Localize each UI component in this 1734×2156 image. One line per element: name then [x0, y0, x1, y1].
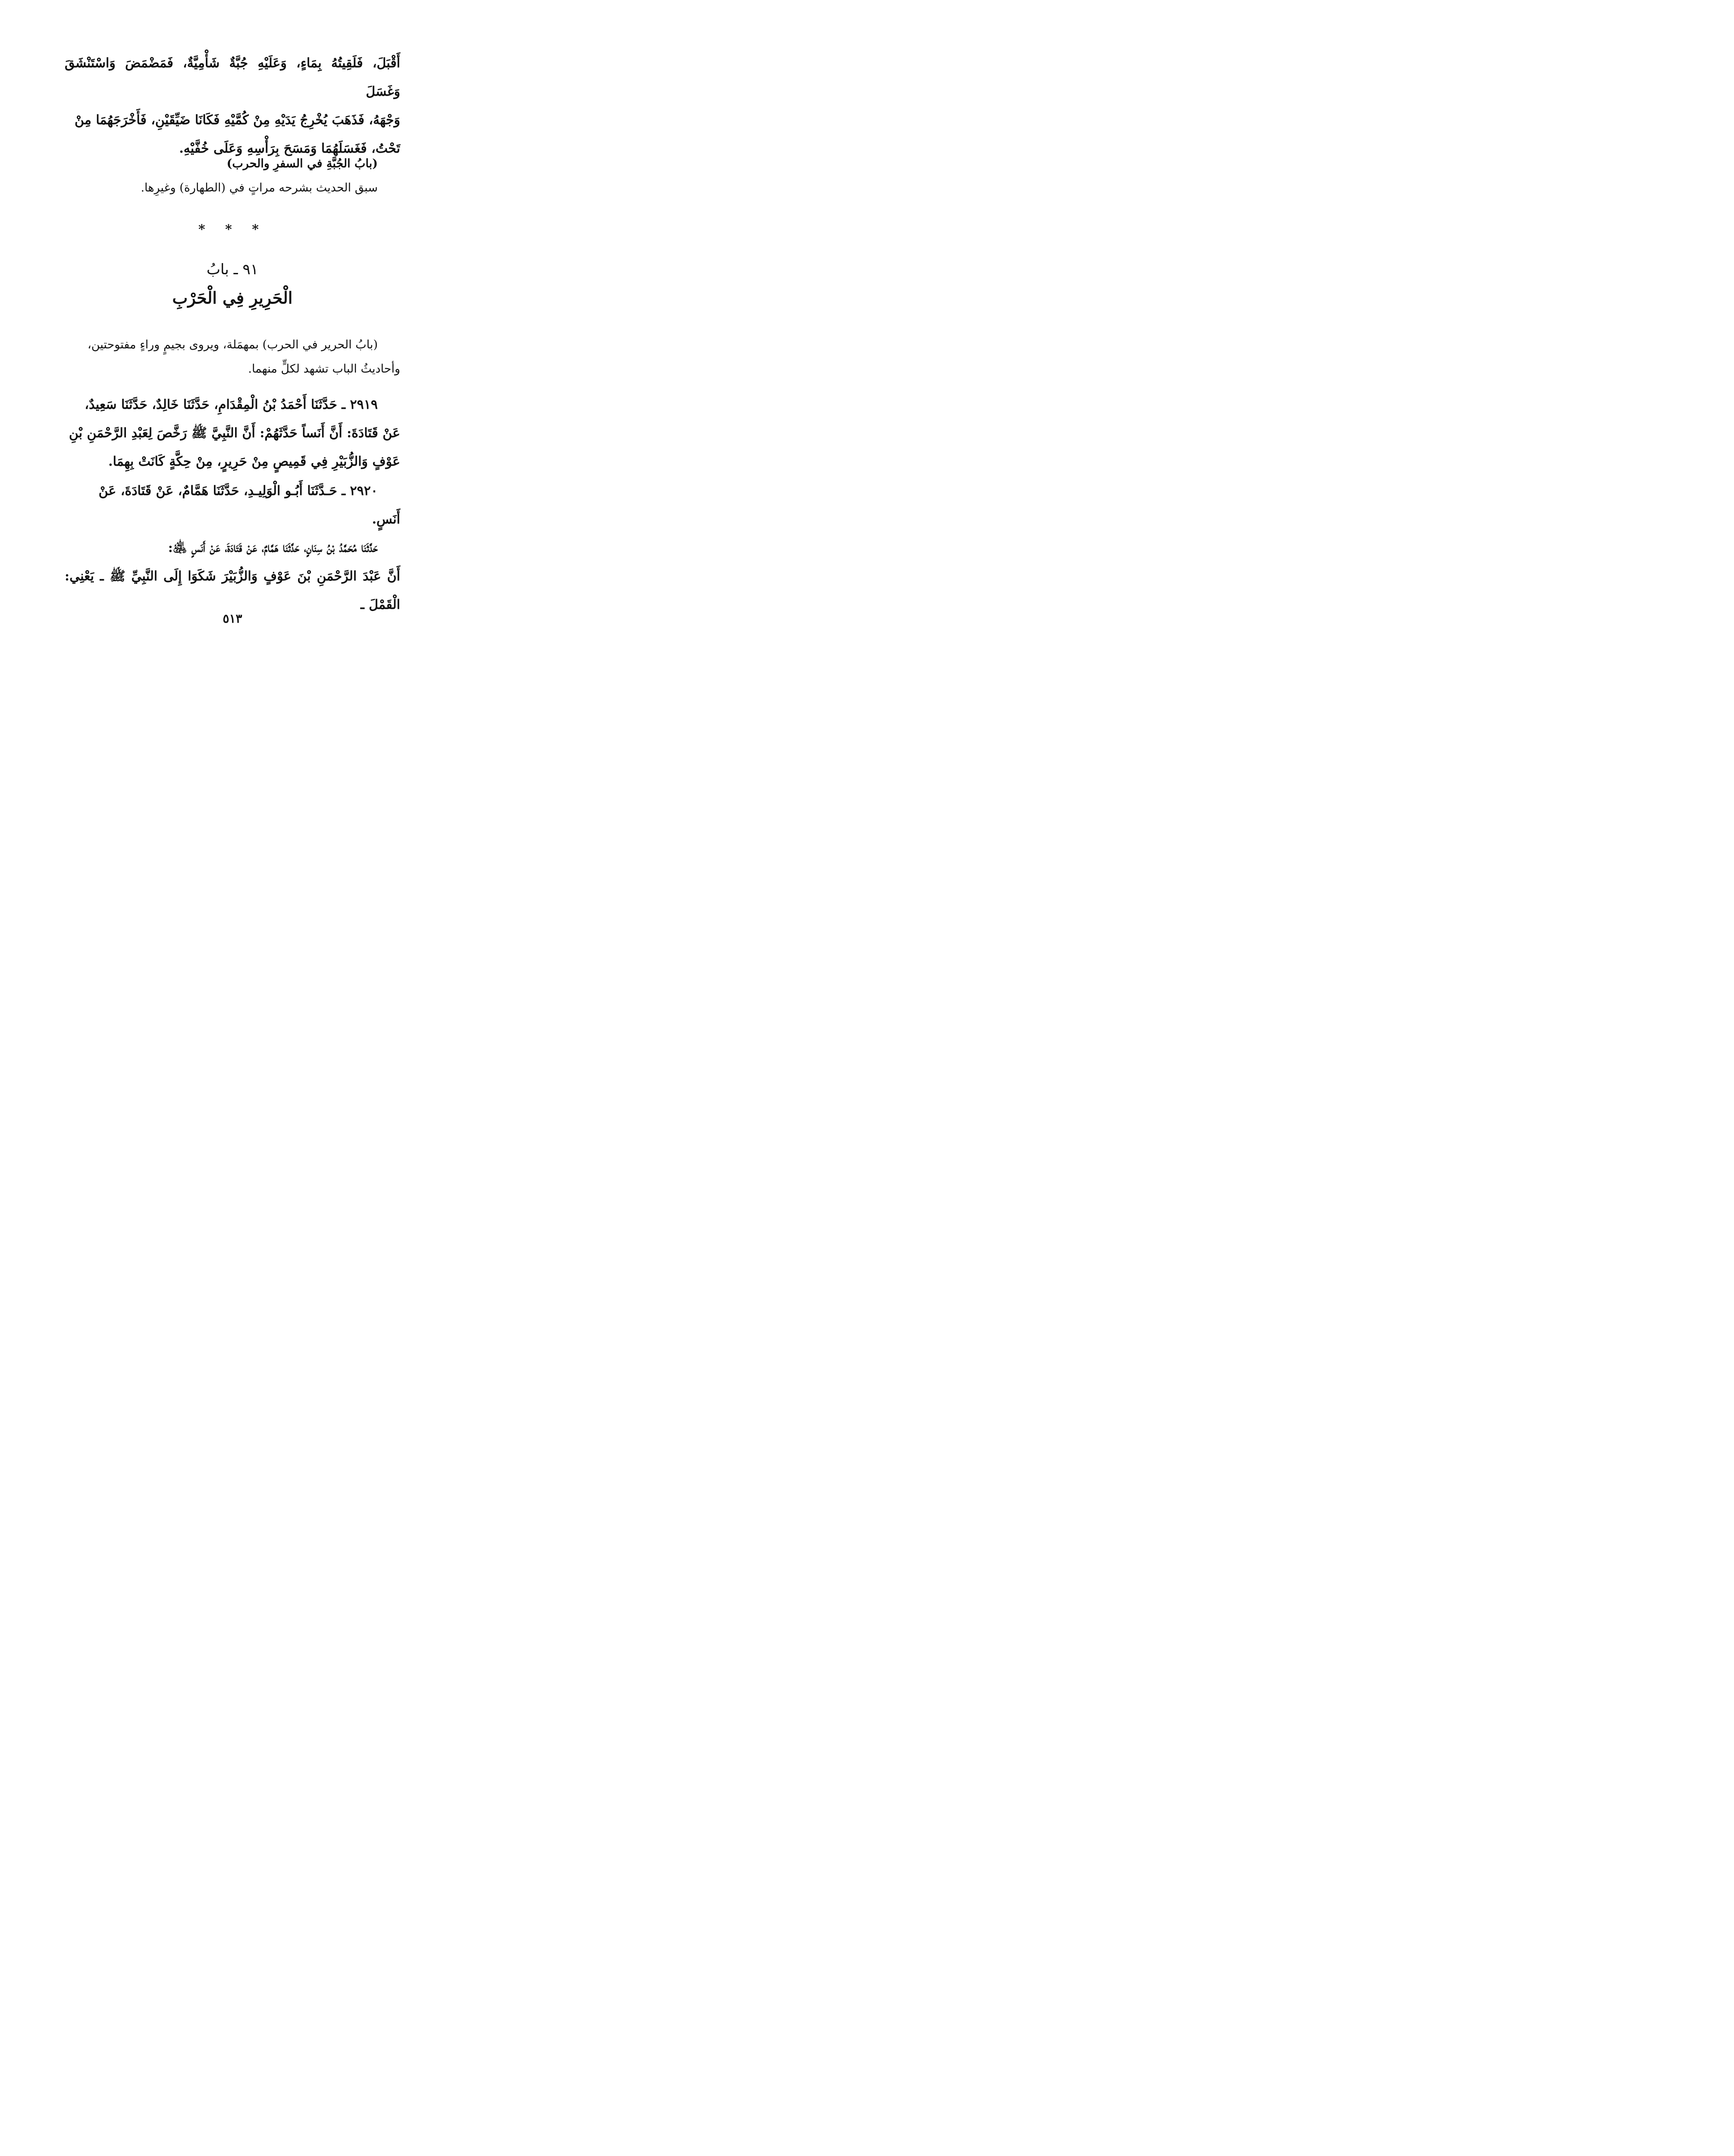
paragraph-line: أَقْبَلَ، فَلَقِيتُهُ بِمَاءٍ، وَعَلَيْهِ جُبَّةٌ شَأْمِيَّةٌ، فَمَضْمَضَ وَاسْتَنْشَقَ وَغَسَلَ	[65, 56, 400, 99]
page-number: ٥١٣	[223, 611, 242, 626]
hadith-2919	[65, 391, 400, 476]
commentary-line: وأحاديثُ الباب تشهد لكلٍّ منهما.	[248, 362, 400, 376]
top-paragraph	[65, 49, 400, 163]
separator-stars: * * *	[198, 222, 267, 237]
commentary-heading	[65, 152, 400, 200]
chapter-title: الْحَرِيرِ فِي الْحَرْبِ	[172, 288, 293, 307]
commentary-line: (بابُ الحرير في الحرب) بمهمَلة، ويروى بجيمٍ وراءٍ مفتوحتين،	[88, 338, 378, 351]
hadith-line: أَنَّ عَبْدَ الرَّحْمَنِ بْنَ عَوْفٍ وَالزُّبَيْرَ شَكَوَا إِلَى النَّبِيِّ ﷺ ـ يَعْنِي: الْقَمْلَ ـ	[65, 569, 400, 612]
paragraph-line: تَحْتُ، فَغَسَلَهُمَا وَمَسَحَ بِرَأْسِهِ وَعَلَى خُفَّيْهِ.	[179, 141, 400, 156]
hadith-line: ٢٩١٩ ـ حَدَّثَنَا أَحْمَدُ بْنُ الْمِقْدَامِ، حَدَّثَنَا خَالِدٌ، حَدَّثَنَا سَعِيدٌ،	[85, 397, 378, 412]
book-page	[0, 0, 457, 677]
hadith-line: ٢٩٢٠ ـ حَـدَّثَنَا أَبُـو الْوَلِيـدِ، حَدَّثَنَا هَمَّامٌ، عَنْ قَتَادَةَ، عَنْ	[98, 483, 378, 498]
commentary-text: سبق الحديث بشرحه مراتٍ في (الطهارة) وغيرِها.	[141, 181, 378, 194]
hadith-line: عَوْفٍ وَالزُّبَيْرِ فِي قَمِيصٍ مِنْ حَرِيرٍ، مِنْ حِكَّةٍ كَانَتْ بِهِمَا.	[108, 454, 400, 469]
chapter-number: ٩١ ـ بابُ	[207, 261, 258, 278]
commentary-heading-text: (بابُ الجُبَّةِ في السفرِ والحرب)	[226, 157, 378, 170]
paragraph-line: وَجْهَهُ، فَذَهَبَ يُخْرِجُ يَدَيْهِ مِنْ كُمَّيْهِ فَكَانَا ضَيِّقَيْنِ، فَأَخْرَجَهُمَا مِنْ	[75, 113, 400, 128]
hadith-2920-chain	[65, 534, 400, 619]
hadith-line: عَنْ قَتَادَةَ: أَنَّ أَنَساً حَدَّثَهُمْ: أَنَّ النَّبِيَّ ﷺ رَخَّصَ لِعَبْدِ الرَّحْمَنِ بْنِ	[69, 426, 400, 441]
hadith-line: حَدَّثَنَا مُحَمَّدُ بْنُ سِنَانٍ، حَدَّثَنَا هَمَّامٌ، عَنْ قَتَادَةَ، عَنْ أَنَسٍ ﵁:	[168, 540, 378, 555]
commentary-paragraph	[65, 333, 400, 381]
hadith-line: أَنَسٍ.	[372, 512, 400, 527]
hadith-2920	[65, 477, 400, 534]
